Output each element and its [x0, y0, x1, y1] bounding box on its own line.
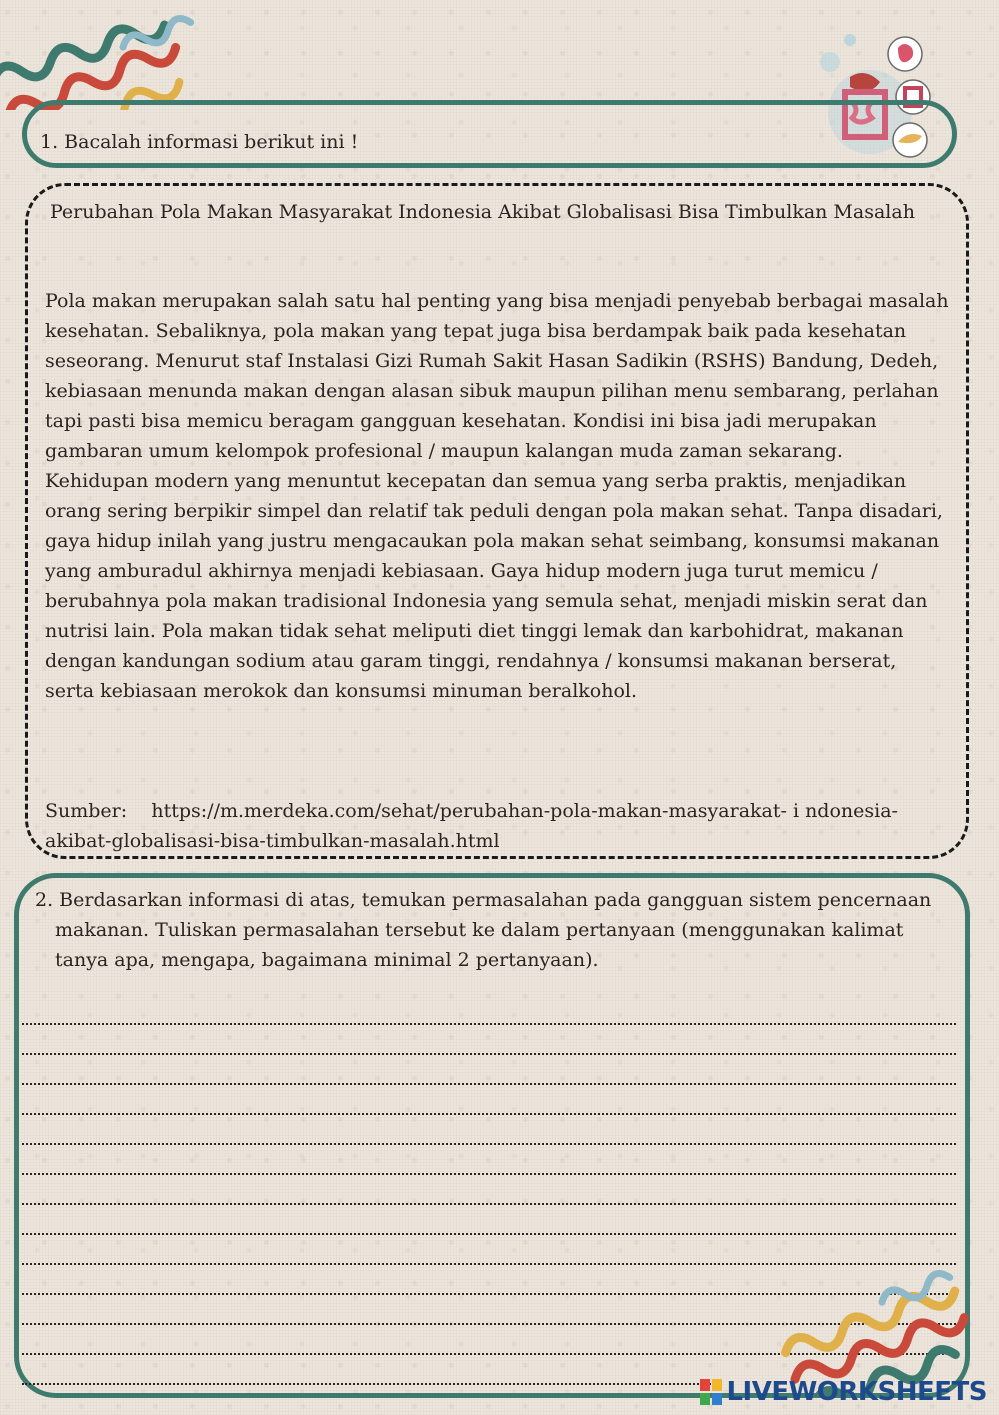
- article-body: Pola makan merupakan salah satu hal penting yang bisa menjadi penyebab berbagai masalah kesehatan. Sebaliknya, pola makan yang tepat juga bisa berdampak baik pada kesehatan seseorang. Menurut staf Instalasi Gizi Rumah Sakit Hasan Sadikin (RSHS) Bandung, Dedeh, kebiasaan menunda makan dengan alasan sibuk maupun pilihan menu sembarang, perlahan tapi pasti bisa memicu beragam gangguan kesehatan. Kondisi ini bisa jadi merupakan gambaran umum kelompok profesional / maupun kalangan muda zaman sekarang. Kehidupan modern yang menuntut kecepatan dan semua yang serba praktis, menjadikan orang sering berpikir simpel dan relatif tak peduli dengan pola makan sehat. Tanpa disadari, gaya hidup inilah yang justru mengacaukan pola makan sehat seimbang, konsumsi makanan yang amburadul akhirnya menjadi kebiasaan. Gaya hidup modern juga turut memicu / berubahnya pola makan tradisional Indonesia yang semula sehat, menjadi miskin serat dan nutrisi lain. Pola makan tidak sehat meliputi diet tinggi lemak dan karbohidrat, makanan dengan kandungan sodium atau garam tinggi, rendahnya / konsumsi makanan berserat, serta kebiasaan merokok dan konsumsi minuman beralkohol.: [45, 290, 949, 702]
- article-title: Perubahan Pola Makan Masyarakat Indonesia Akibat Globalisasi Bisa Timbulkan Masalah: [50, 201, 915, 223]
- answer-line[interactable]: [22, 1383, 722, 1385]
- source-url: https://m.merdeka.com/sehat/perubahan-pola-makan-masyarakat- i ndonesia-akibat-globalisasi-bisa-timbulkan-masalah.html: [45, 800, 898, 852]
- answer-line[interactable]: [22, 1113, 956, 1115]
- watermark-text: LIVEWORKSHEETS: [726, 1377, 987, 1407]
- watermark: [700, 1377, 987, 1407]
- answer-line[interactable]: [22, 1143, 956, 1145]
- instruction-2-text: 2. Berdasarkan informasi di atas, temukan permasalahan pada gangguan sistem pencernaan makanan. Tuliskan permasalahan tersebut ke dalam pertanyaan (menggunakan kalimat tanya apa, mengapa, bagaimana minimal 2 pertanyaan).: [35, 889, 932, 971]
- article-source: [45, 796, 950, 856]
- source-label: Sumber:: [45, 800, 128, 822]
- answer-line[interactable]: [22, 1023, 956, 1025]
- answer-line[interactable]: [22, 1053, 956, 1055]
- liveworksheets-logo-icon: [700, 1379, 722, 1405]
- wavy-lines-icon: [0, 0, 250, 110]
- wavy-lines-icon: [769, 1255, 999, 1395]
- answer-line[interactable]: [22, 1083, 956, 1085]
- instruction-1-text: 1. Bacalah informasi berikut ini !: [40, 131, 359, 153]
- answer-line[interactable]: [22, 1233, 956, 1235]
- answer-line[interactable]: [22, 1203, 956, 1205]
- answer-line[interactable]: [22, 1173, 956, 1175]
